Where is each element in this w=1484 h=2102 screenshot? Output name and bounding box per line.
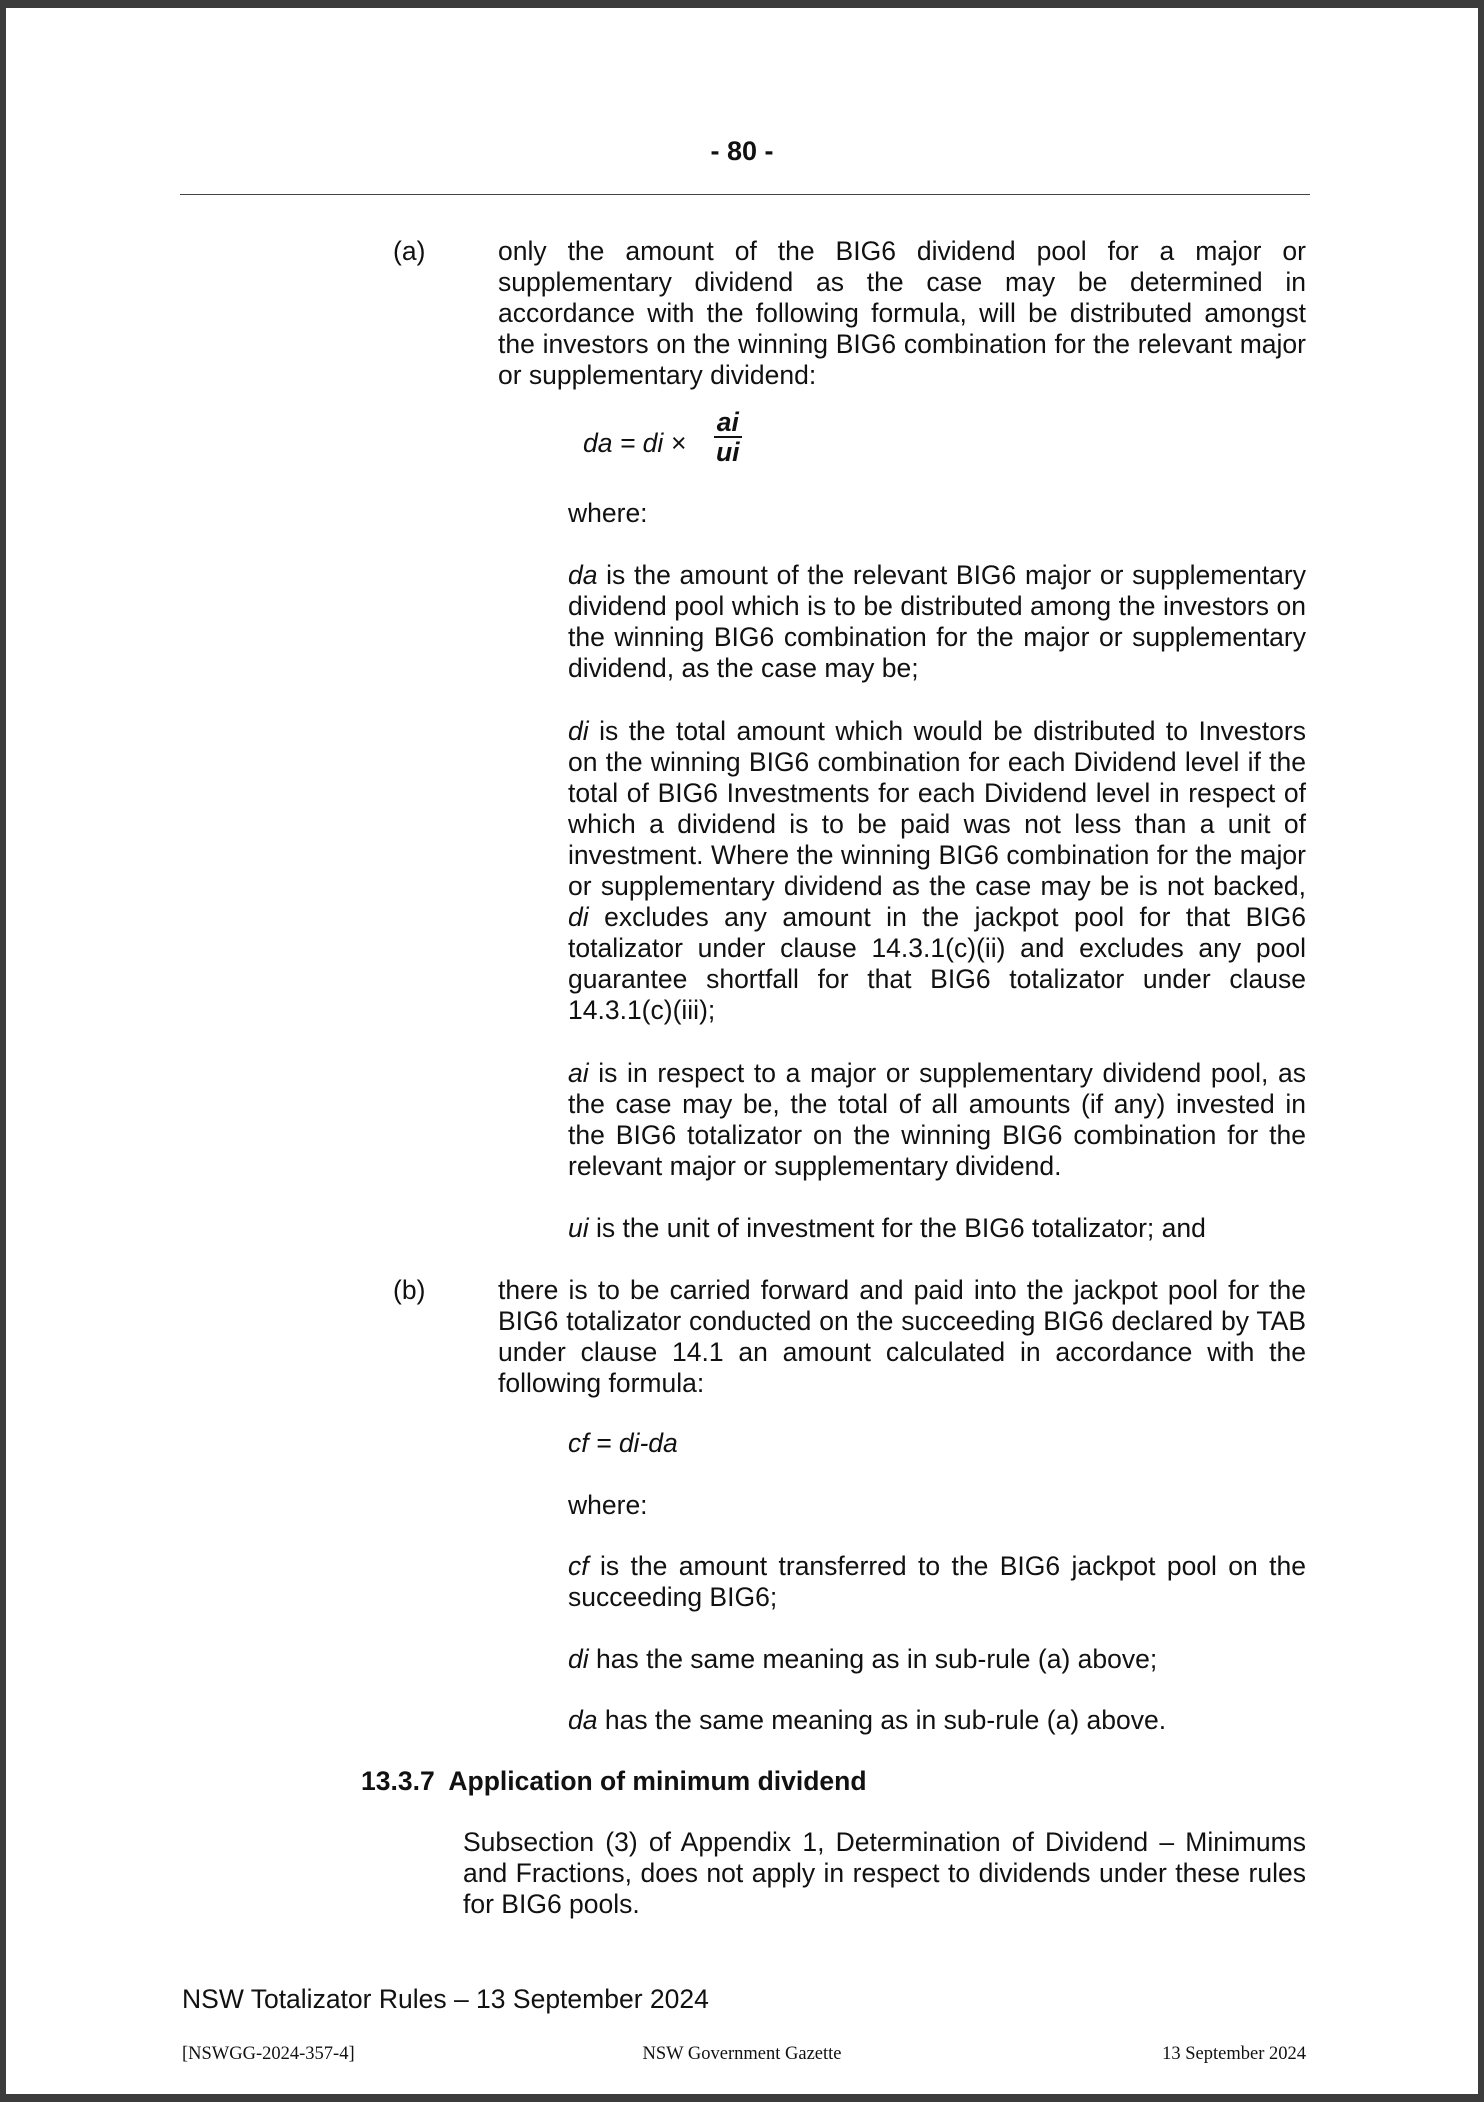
term-di-inline: di: [568, 902, 589, 932]
definition-da-text: is the amount of the relevant BIG6 major or supplementary dividend pool which is to be distributed among the investors on the winning BIG6 combination for the major or supplementary dividend, as the case may be;: [568, 560, 1306, 683]
definition-ai: [568, 1058, 1306, 1182]
clause-a-label: (a): [393, 236, 426, 266]
definition-ai-text: is in respect to a major or supplementary dividend pool, as the case may be, the total of all amounts (if any) invested in the BIG6 totalizator on the winning BIG6 combination for the relevant major or supplementary dividend.: [568, 1058, 1306, 1181]
term-di-b: di: [568, 1644, 589, 1674]
gazette-date: 13 September 2024: [1162, 2044, 1306, 2064]
clause-a-text: only the amount of the BIG6 dividend pool for a major or supplementary dividend as the case may be determined in accordance with the following formula, will be distributed amongst the investors on the winning BIG6 combination for the relevant major or supplementary dividend:: [498, 236, 1306, 390]
section-text: Subsection (3) of Appendix 1, Determination of Dividend – Minimums and Fractions, does not apply in respect to dividends under these rules for BIG6 pools.: [463, 1827, 1306, 1919]
document-page: [6, 8, 1478, 2094]
formula-cf: cf = di-da: [568, 1428, 678, 1458]
header-rule: [180, 194, 1310, 195]
term-ui: ui: [568, 1213, 589, 1243]
definition-cf: [568, 1551, 1306, 1613]
formula-da: da = di ×: [583, 428, 687, 458]
formula-fraction: [714, 408, 742, 466]
definition-da-b-text: has the same meaning as in sub-rule (a) above.: [597, 1705, 1167, 1735]
definition-di-b-text: has the same meaning as in sub-rule (a) above;: [588, 1644, 1158, 1674]
term-da: da: [568, 560, 598, 590]
section-heading: 13.3.7 Application of minimum dividend: [361, 1766, 867, 1796]
formula-numerator: ai: [714, 408, 742, 438]
term-cf: cf: [568, 1551, 589, 1581]
definition-di-b: [568, 1644, 1306, 1675]
where-label-a: where:: [568, 498, 648, 528]
formula-denominator: ui: [716, 437, 740, 467]
term-di: di: [568, 716, 589, 746]
definition-di-text-cont: excludes any amount in the jackpot pool for that BIG6 totalizator under clause 14.3.1(c)(ii) and excludes any pool guarantee shortfall for that BIG6 totalizator under clause 14.3.1(c)(iii);: [568, 902, 1306, 1025]
definition-da: [568, 560, 1306, 684]
page-number: - 80 -: [710, 136, 774, 166]
gazette-title: NSW Government Gazette: [642, 2044, 842, 2064]
definition-da-b: [568, 1705, 1306, 1736]
definition-di: [568, 716, 1306, 1026]
document-footer: NSW Totalizator Rules – 13 September 2024: [182, 1984, 709, 2014]
definition-ui: [568, 1213, 1306, 1244]
where-label-b: where:: [568, 1490, 648, 1520]
clause-b-text: there is to be carried forward and paid into the jackpot pool for the BIG6 totalizator conducted on the succeeding BIG6 declared by TAB under clause 14.1 an amount calculated in accordance with the following formula:: [498, 1275, 1306, 1398]
term-ai: ai: [568, 1058, 589, 1088]
definition-ui-text: is the unit of investment for the BIG6 totalizator; and: [588, 1213, 1206, 1243]
definition-di-text: is the total amount which would be distributed to Investors on the winning BIG6 combination for each Dividend level if the total of BIG6 Investments for each Dividend level in respect of which a dividend is to be paid was not less than a unit of investment. Where the winning BIG6 combination for the major or supplementary dividend as the case may be is not backed,: [568, 716, 1306, 901]
definition-cf-text: is the amount transferred to the BIG6 jackpot pool on the succeeding BIG6;: [568, 1551, 1306, 1612]
gazette-reference: [NSWGG-2024-357-4]: [182, 2044, 355, 2064]
term-da-b: da: [568, 1705, 598, 1735]
clause-b-label: (b): [393, 1275, 426, 1305]
